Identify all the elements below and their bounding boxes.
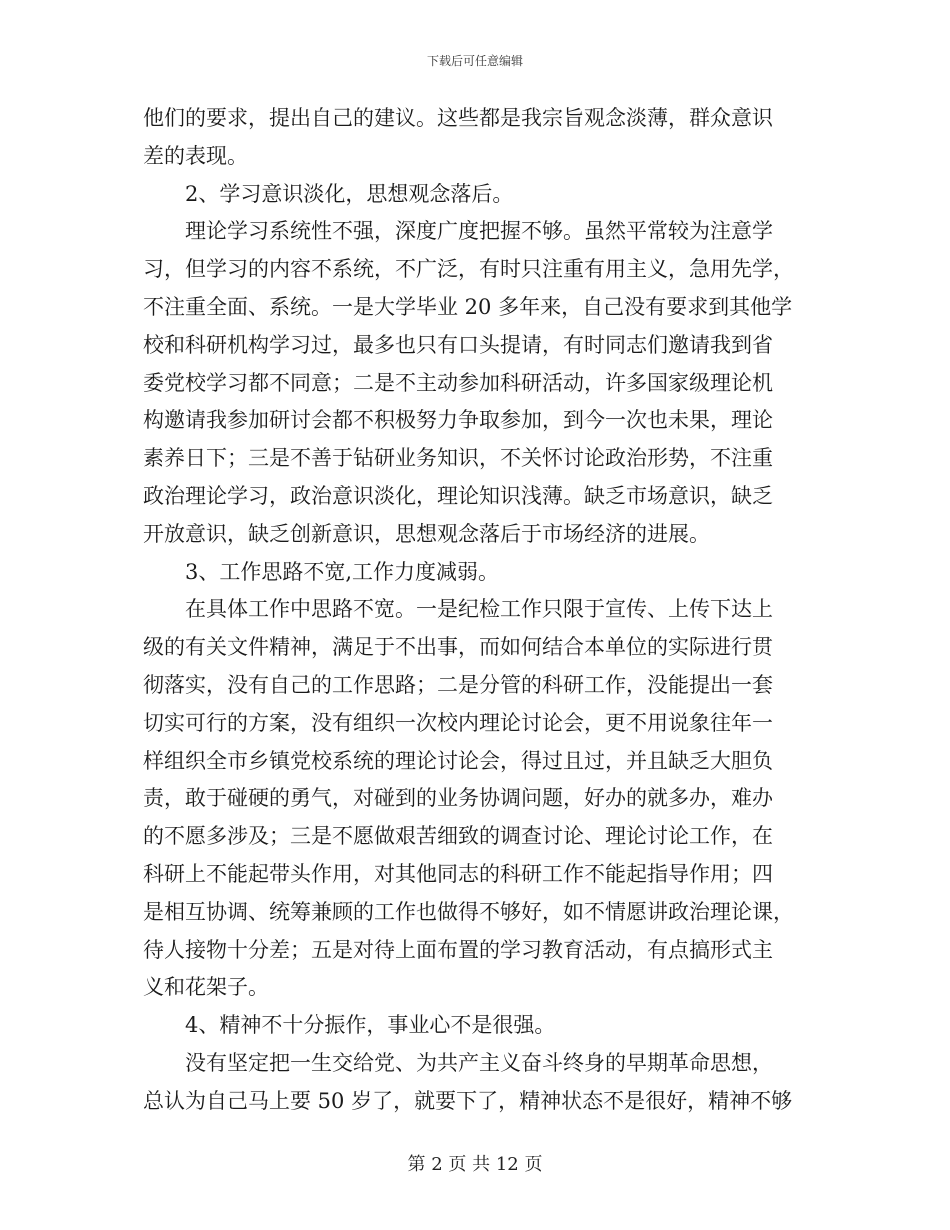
text-line: 他们的要求，提出自己的建议。这些都是我宗旨观念淡薄，群众意识 xyxy=(143,106,773,130)
text-line: 素养日下；三是不善于钻研业务知识，不关怀讨论政治形势，不注重 xyxy=(143,446,773,471)
text-line: 不注重全面、系统。一是大学毕业 20 多年来，自己没有要求到其他学 xyxy=(143,294,793,319)
text-line: 政治理论学习，政治意识淡化，理论知识浅薄。缺乏市场意识，缺乏 xyxy=(143,483,773,508)
text-line: 待人接物十分差；五是对待上面布置的学习教育活动，有点搞形式主 xyxy=(143,937,773,962)
text-line: 习，但学习的内容不系统，不广泛，有时只注重有用主义，急用先学， xyxy=(143,257,794,282)
text-line: 开放意识，缺乏创新意识，思想观念落后于市场经济的进展。 xyxy=(143,521,710,546)
text-line: 样组织全市乡镇党校系统的理论讨论会，得过且过，并且缺乏大胆负 xyxy=(143,748,773,773)
text-line: 校和科研机构学习过，最多也只有口头提请，有时同志们邀请我到省 xyxy=(143,332,773,357)
text-line: 科研上不能起带头作用，对其他同志的科研工作不能起指导作用；四 xyxy=(143,861,773,886)
text-line: 差的表现。 xyxy=(143,143,248,168)
text-line: 没有坚定把一生交给党、为共产主义奋斗终身的早期革命思想， xyxy=(185,1050,773,1075)
text-line: 义和花架子。 xyxy=(143,975,269,1000)
text-line: 理论学习系统性不强，深度广度把握不够。虽然平常较为注意学 xyxy=(185,219,773,244)
text-line: 总认为自己马上要 50 岁了，就要下了，精神状态不是很好，精神不够 xyxy=(143,1088,793,1113)
text-line: 是相互协调、统筹兼顾的工作也做得不够好，如不情愿讲政治理论课， xyxy=(143,899,794,924)
page-header: 下载后可任意编辑 xyxy=(426,54,523,68)
section-heading: 4、精神不十分振作，事业心不是很强。 xyxy=(185,1013,556,1038)
text-line: 构邀请我参加研讨会都不积极努力争取参加，到今一次也未果，理论 xyxy=(143,408,773,433)
text-line: 级的有关文件精神，满足于不出事，而如何结合本单位的实际进行贯 xyxy=(143,635,773,660)
document-body xyxy=(143,100,808,1121)
text-line: 切实可行的方案，没有组织一次校内理论讨论会，更不用说象往年一 xyxy=(143,710,773,735)
text-line: 委党校学习都不同意；二是不主动参加科研活动，许多国家级理论机 xyxy=(143,370,773,395)
section-heading: 3、工作思路不宽,工作力度减弱。 xyxy=(185,559,500,584)
text-line: 责，敢于碰硬的勇气，对碰到的业务协调问题，好办的就多办，难办 xyxy=(143,786,773,811)
text-line: 的不愿多涉及；三是不愿做艰苦细致的调查讨论、理论讨论工作，在 xyxy=(143,824,773,849)
section-heading: 2、学习意识淡化，思想观念落后。 xyxy=(185,181,514,206)
text-line: 彻落实，没有自己的工作思路；二是分管的科研工作，没能提出一套 xyxy=(143,672,773,697)
text-line: 在具体工作中思路不宽。一是纪检工作只限于宣传、上传下达上 xyxy=(185,597,773,622)
page-footer: 第 2 页 共 12 页 xyxy=(407,1154,543,1175)
